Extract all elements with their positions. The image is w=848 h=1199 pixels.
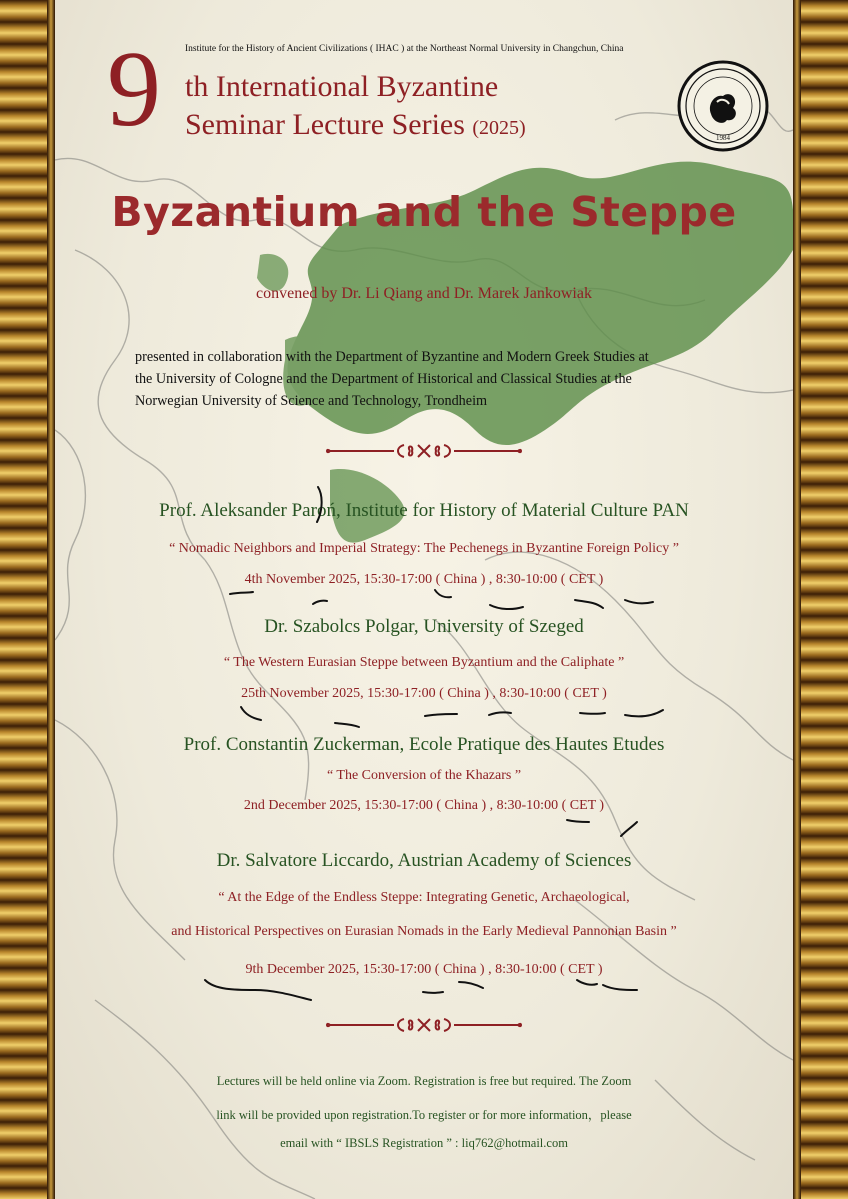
poster-paper: [55, 0, 793, 1199]
lecture-2-date: 25th November 2025, 15:30-17:00 ( China ) , 8:30-10:00 ( CET ): [241, 686, 607, 701]
collaboration-text: [135, 346, 775, 412]
collaboration-line: presented in collaboration with the Department of Byzantine and Modern Greek Studies at: [135, 349, 649, 365]
footer-line: link will be provided upon registration.To register or for more information，please: [216, 1108, 632, 1122]
lecture-3-speaker: Prof. Constantin Zuckerman, Ecole Pratique des Hautes Etudes: [183, 734, 665, 755]
institute-line: Institute for the History of Ancient Civilizations ( IHAC ) at the Northeast Normal University in Changchun, China: [185, 44, 624, 54]
lecture-1-title: “ Nomadic Neighbors and Imperial Strategy: The Pechenegs in Byzantine Foreign Policy ”: [169, 541, 679, 556]
series-title-line2: [185, 108, 526, 142]
seal-year: 1984: [716, 134, 730, 142]
convened-by: convened by Dr. Li Qiang and Dr. Marek Jankowiak: [256, 285, 592, 302]
series-title-line1: th International Byzantine: [185, 70, 499, 103]
ornament-divider-icon: [324, 441, 524, 461]
series-year: (2025): [472, 117, 526, 139]
edition-number: 9: [107, 30, 161, 149]
ornament-divider-icon: [324, 1015, 524, 1035]
lecture-3-title: “ The Conversion of the Khazars ”: [326, 768, 522, 783]
lecture-2-speaker: Dr. Szabolcs Polgar, University of Szeged: [264, 616, 584, 637]
lecture-1-date: 4th November 2025, 15:30-17:00 ( China ) , 8:30-10:00 ( CET ): [244, 572, 604, 587]
lecture-4-title-line1: “ At the Edge of the Endless Steppe: Integrating Genetic, Archaeological,: [218, 890, 630, 905]
lecture-1-speaker: Prof. Aleksander Paroń, Institute for History of Material Culture PAN: [159, 500, 689, 521]
collaboration-line: Norwegian University of Science and Technology, Trondheim: [135, 393, 488, 409]
collaboration-line: the University of Cologne and the Department of Historical and Classical Studies at the: [135, 371, 632, 387]
main-title: Byzantium and the Steppe: [111, 188, 737, 236]
lecture-4-speaker: Dr. Salvatore Liccardo, Austrian Academy of Sciences: [216, 850, 632, 871]
footer-line: Lectures will be held online via Zoom. Registration is free but required. The Zoom: [216, 1074, 632, 1088]
footer-email-line: email with “ IBSLS Registration ” : liq762@hotmail.com: [280, 1136, 568, 1150]
lecture-4-title-line2: and Historical Perspectives on Eurasian Nomads in the Early Medieval Pannonian Basin ”: [171, 924, 677, 939]
lecture-3-date: 2nd December 2025, 15:30-17:00 ( China ) , 8:30-10:00 ( CET ): [243, 798, 605, 813]
lecture-2-title: “ The Western Eurasian Steppe between Byzantium and the Caliphate ”: [223, 655, 625, 670]
lecture-4-date: 9th December 2025, 15:30-17:00 ( China ) , 8:30-10:00 ( CET ): [245, 962, 603, 977]
series-title-line2-text: Seminar Lecture Series: [185, 108, 465, 141]
institute-seal-icon: [677, 60, 769, 152]
gold-frame-right: [793, 0, 848, 1199]
gold-frame-left: [0, 0, 55, 1199]
